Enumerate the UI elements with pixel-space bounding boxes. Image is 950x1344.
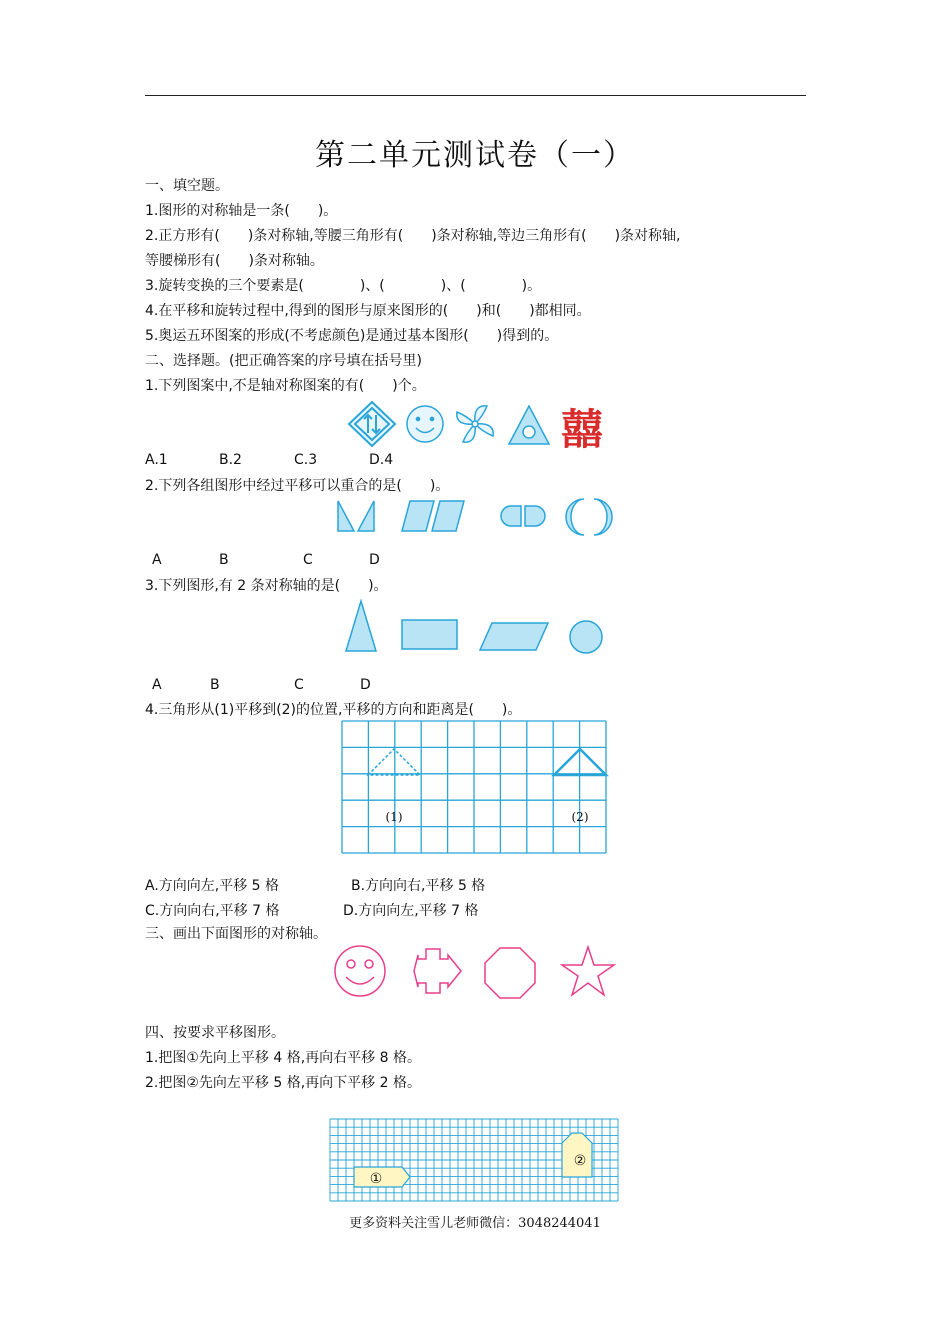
page-title: 第二单元测试卷（一） <box>315 138 635 173</box>
s2-q2: 2.下列各组图形中经过平移可以重合的是( )。 <box>145 478 450 494</box>
s2-q4: 4.三角形从(1)平移到(2)的位置,平移的方向和距离是( )。 <box>145 702 522 718</box>
circle-figure <box>570 621 602 653</box>
s2-q1-opt-b: B.2 <box>219 452 242 468</box>
dashed-triangle-1 <box>368 749 420 775</box>
pinwheel-figure <box>457 406 493 442</box>
s2-q3-label-c: C <box>294 677 304 693</box>
s2-q1-figures <box>345 400 615 454</box>
star-outline <box>562 947 614 995</box>
double-happiness-glyph: 囍 <box>560 405 604 454</box>
parallelogram-figure <box>480 623 548 650</box>
s2-q1: 1.下列图案中,不是轴对称图案的有( )个。 <box>145 378 426 394</box>
s1-q2b: 等腰梯形有( )条对称轴。 <box>145 253 324 269</box>
s2-q4-grid <box>342 721 608 855</box>
s2-q3-figures <box>340 597 610 657</box>
figure-c <box>501 506 545 526</box>
octagon-outline <box>485 948 535 998</box>
s2-q1-opt-a: A.1 <box>145 452 168 468</box>
s1-q5: 5.奥运五环图案的形成(不考虑颜色)是通过基本图形( )得到的。 <box>145 328 559 344</box>
grid-label-2: (2) <box>571 810 589 824</box>
header-rule <box>145 95 806 96</box>
s2-q4-opt-a: A.方向向左,平移 5 格 <box>145 878 280 894</box>
isosceles-triangle-figure <box>346 601 376 651</box>
s1-q4: 4.在平移和旋转过程中,得到的图形与原来图形的( )和( )都相同。 <box>145 303 591 319</box>
s2-q4-opt-d: D.方向向左,平移 7 格 <box>343 903 479 919</box>
shape-2-label: ② <box>573 1153 587 1169</box>
footer-note: 更多资料关注雪儿老师微信：3048244041 <box>349 1216 601 1231</box>
triangle-circle-figure <box>509 406 549 444</box>
rectangle-figure <box>402 620 457 649</box>
s2-q1-opt-c: C.3 <box>294 452 318 468</box>
s2-q3-label-d: D <box>360 677 371 693</box>
s2-q3-label-b: B <box>210 677 220 693</box>
s2-q3: 3.下列图形,有 2 条对称轴的是( )。 <box>145 578 388 594</box>
s2-q2-figures <box>330 497 620 539</box>
s2-q4-opt-c: C.方向向右,平移 7 格 <box>145 903 280 919</box>
s4-grid <box>330 1119 620 1203</box>
s2-q2-label-b: B <box>219 552 229 568</box>
diamond-figure <box>349 402 395 446</box>
s2-q3-label-a: A <box>152 677 162 693</box>
s2-q1-opt-d: D.4 <box>369 452 394 468</box>
s2-q2-label-c: C <box>303 552 313 568</box>
s2-q2-label-d: D <box>369 552 380 568</box>
figure-a <box>338 501 374 531</box>
s4-q2: 2.把图②先向左平移 5 格,再向下平移 2 格。 <box>145 1075 421 1091</box>
s2-q4-opt-b: B.方向向右,平移 5 格 <box>351 878 486 894</box>
s1-q3: 3.旋转变换的三个要素是( )、( )、( )。 <box>145 278 542 294</box>
arrow-cross-outline <box>414 949 461 993</box>
section4-heading: 四、按要求平移图形。 <box>145 1025 285 1041</box>
s2-q2-label-a: A <box>152 552 162 568</box>
smiley-outline <box>335 946 385 996</box>
section2-heading: 二、选择题。(把正确答案的序号填在括号里) <box>145 353 422 369</box>
s4-q1: 1.把图①先向上平移 4 格,再向右平移 8 格。 <box>145 1050 421 1066</box>
smiley-figure <box>407 406 443 442</box>
s1-q1: 1.图形的对称轴是一条( )。 <box>145 203 338 219</box>
figure-d <box>566 499 612 535</box>
section1-heading: 一、填空题。 <box>145 178 229 194</box>
s3-figures <box>330 945 620 1000</box>
shape-1-label: ① <box>369 1171 383 1187</box>
s1-q2a: 2.正方形有( )条对称轴,等腰三角形有( )条对称轴,等边三角形有( )条对称轴, <box>145 228 681 244</box>
section3-heading: 三、画出下面图形的对称轴。 <box>145 926 327 942</box>
figure-b <box>402 501 464 531</box>
grid-label-1: (1) <box>385 810 403 824</box>
